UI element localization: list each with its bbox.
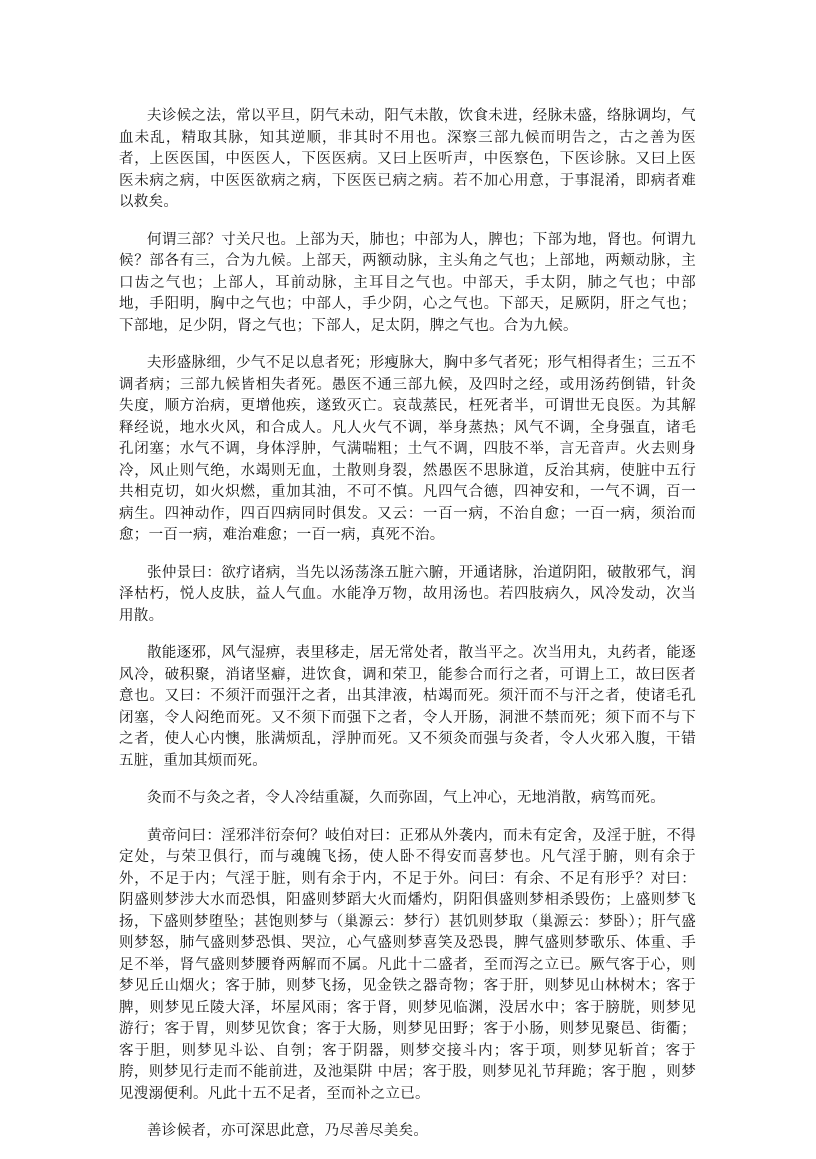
paragraph-three-parts-nine-signs: 何谓三部？寸关尺也。上部为天，肺也；中部为人，脾也；下部为地，肾也。何谓九候？部各有三，合为九候。上部天，两额动脉，主头角之气也；上部地，两颊动脉，主口齿之气也；上部人，耳前动脉，主耳目之气也。中部天，手太阴，肺之气也；中部地，手阳明，胸中之气也；中部人，手少阴，心之气也。下部天，足厥阴，肝之气也；下部地，足少阴，肾之气也；下部人，足太阴，脾之气也。合为九候。 bbox=[119, 231, 696, 334]
paragraph-conclusion: 善诊候者，亦可深思此意，乃尽善尽美矣。 bbox=[147, 1123, 429, 1139]
paragraph-form-and-pulse: 夫形盛脉细，少气不足以息者死；形瘦脉大，胸中多气者死；形气相得者生；三五不调者病；三部九候皆相失者死。愚医不通三部九候，及四时之经，或用汤药倒错，针灸失度，顺方治病，更增他疾，遂致灭亡。哀哉蒸民，枉死者半，可谓世无良医。为其解释经说，地水火风，和合成人。凡人火气不调，举身蒸热；风气不调，全身强直，诸毛孔闭塞；水气不调，身体浮肿，气满喘粗；土气不调，四肢不举，言无音声。火去则身冷，风止则气绝，水竭则无血，土散则身裂，然愚医不思脉道，反治其病，使脏中五行共相克切，如火炽燃，重加其油，不可不慎。凡四气合德，四神安和，一气不调，百一病生。四神动作，四百四病同时俱发。又云：一百一病，不治自愈；一百一病，须治而愈；一百一病，难治难愈；一百一病，真死不治。 bbox=[119, 355, 696, 543]
document-page bbox=[119, 106, 696, 1159]
paragraph-powders-and-pills: 散能逐邪，风气湿痹，表里移走，居无常处者，散当平之。次当用丸，丸药者，能逐风冷，破积聚，消诸坚癖，进饮食，调和荣卫，能参合而行之者，可谓上工，故曰医者意也。又曰：不须汗而强汗之者，出其津液，枯竭而死。须汗而不与汗之者，使诸毛孔闭塞，令人闷绝而死。又不须下而强下之者，令人开肠，洞泄不禁而死；须下而不与下之者，使人心内懊，胀满烦乱，浮肿而死。又不须灸而强与灸者，令人火邪入腹，干错五脏，重加其烦而死。 bbox=[119, 645, 696, 769]
paragraph-diagnosis-method: 夫诊候之法，常以平旦，阴气未动，阳气未散，饮食未进，经脉未盛，络脉调均，气血未乱，精取其脉，知其逆顺，非其时不用也。深察三部九候而明告之，古之善为医者，上医医国，中医医人，下医医病。又曰上医听声，中医察色，下医诊脉。又曰上医医未病之病，中医医欲病之病，下医医已病之病。若不加心用意，于事混淆，即病者难以救矣。 bbox=[119, 108, 696, 210]
paragraph-yellow-emperor-dreams: 黄帝问曰：淫邪泮衍奈何？岐伯对曰：正邪从外袭内，而未有定舍，及淫于脏，不得定处，与荣卫俱行，而与魂魄飞扬，使人卧不得安而喜梦也。凡气淫于腑，则有余于外，不足于内；气淫于脏，则有余于内，不足于外。问曰：有余、不足有形乎？对曰：阴盛则梦涉大水而恐惧，阳盛则梦蹈大火而燔灼，阴阳俱盛则梦相杀毁伤；上盛则梦飞扬，下盛则梦堕坠；甚饱则梦与（巢源云：梦行）甚饥则梦取（巢源云：梦卧）；肝气盛则梦怒，肺气盛则梦恐惧、哭泣，心气盛则梦喜笑及恐畏，脾气盛则梦歌乐、体重、手足不举，肾气盛则梦腰脊两解而不属。凡此十二盛者，至而泻之立已。厥气客于心，则梦见丘山烟火；客于肺，则梦飞扬，见金铁之器奇物；客于肝，则梦见山林树木；客于脾，则梦见丘陵大泽，坏屋风雨；客于肾，则梦见临渊，没居水中；客于膀胱，则梦见游行；客于胃，则梦见饮食；客于大肠，则梦见田野；客于小肠，则梦见聚邑、街衢；客于胆，则梦见斗讼、自刳；客于阴器，则梦交接斗内；客于项，则梦见斩首；客于胯，则梦见行走而不能前进，及池渠阱 中居；客于股，则梦见礼节拜跪；客于胞 ，则梦见溲溺便利。凡此十五不足者，至而补之立已。 bbox=[119, 827, 696, 1102]
paragraph-moxibustion: 灸而不与灸之者，令人冷结重凝，久而弥固，气上冲心，无地消散，病笃而死。 bbox=[147, 790, 665, 806]
paragraph-zhang-zhongjing: 张仲景曰：欲疗诸病，当先以汤荡涤五脏六腑，开通诸脉，治道阴阳，破散邪气，润泽枯朽，悦人皮肤，益人气血。水能净万物，故用汤也。若四肢病久，风冷发动，次当用散。 bbox=[119, 564, 696, 624]
